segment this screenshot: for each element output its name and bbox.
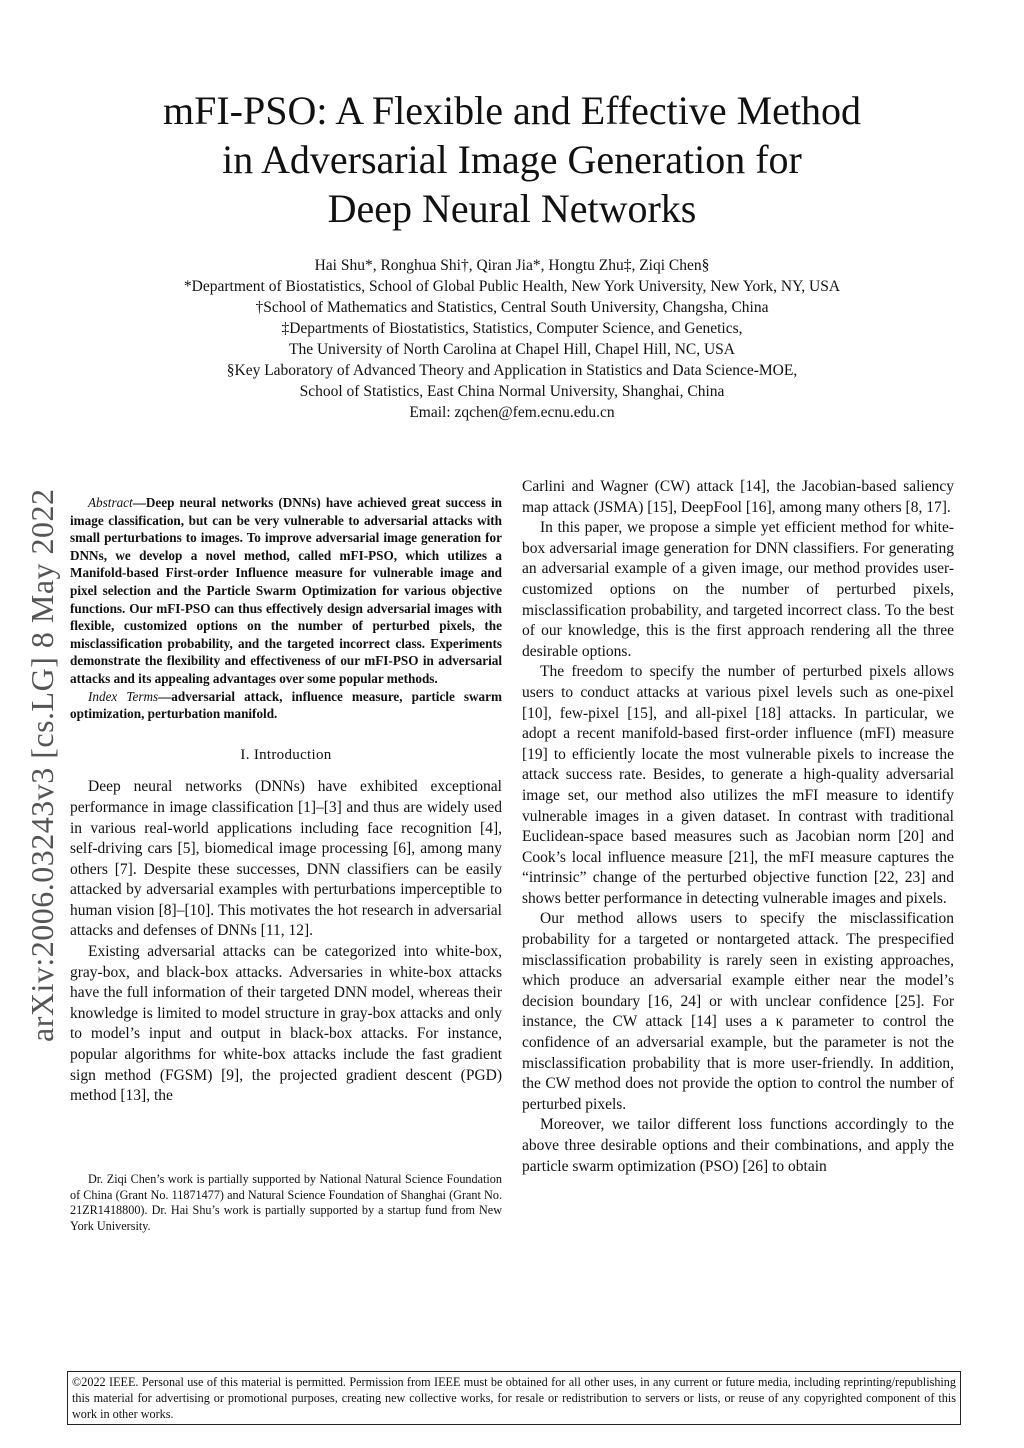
- author-email: Email: zqchen@fem.ecnu.edu.cn: [409, 404, 615, 421]
- funding-footnote: Dr. Ziqi Chen’s work is partially supported by National Natural Science Foundation of China (Grant No. 11871477) and Natural Science Foundation of Shanghai (Grant No. 21ZR1418800). Dr. Hai Shu’s work is partially supported by a startup fund from New York University.: [70, 1172, 502, 1233]
- title-line-1: mFI-PSO: A Flexible and Effective Method: [162, 88, 862, 133]
- intro-paragraph-1: Deep neural networks (DNNs) have exhibited exceptional performance in image classification [1]–[3] and thus are widely used in various real-world applications including face recognition [4], self-driving cars [5], biomedical image processing [6], among many others [7]. Despite these successes, DNN classifiers can be easily attacked by adversarial examples with perturbations imperceptible to human vision [8]–[10]. This motivates the hot research in adversarial attacks and defenses of DNNs [11, 12].: [70, 778, 502, 940]
- intro-paragraph-2: Existing adversarial attacks can be categorized into white-box, gray-box, and black-box attacks. Adversaries in white-box attacks have the full information of their targeted DNN model, whereas their knowledge is limited to model structure in gray-box attacks and only to model’s input and output in black-box attacks. For instance, popular algorithms for white-box attacks include the fast gradient sign method (FGSM) [9], the projected gradient descent (PGD) method [13], the: [70, 943, 502, 1105]
- author-names: Hai Shu*, Ronghua Shi†, Qiran Jia*, Hongtu Zhu‡, Ziqi Chen§: [314, 257, 710, 274]
- index-terms: [70, 688, 502, 723]
- abstract-text: —Deep neural networks (DNNs) have achieved great success in image classification, but can be very vulnerable to adversarial attacks with small perturbations to images. To improve adversarial image generation for DNNs, we develop a novel method, called mFI-PSO, which utilizes a Manifold-based First-order Influence measure for vulnerable image and pixel selection and the Particle Swarm Optimization for various objective functions. Our mFI-PSO can thus effectively design adversarial images with flexible, customized options on the number of perturbed pixels, the misclassification probability, and the targeted incorrect class. Experiments demonstrate the flexibility and effectiveness of our mFI-PSO in adversarial attacks and its appealing advantages over some popular methods.: [70, 495, 502, 686]
- abstract: [70, 494, 502, 688]
- index-terms-text: —adversarial attack, influence measure, particle swarm optimization, perturbation manifold.: [70, 688, 502, 722]
- affiliation-4b: School of Statistics, East China Normal University, Shanghai, China: [299, 383, 725, 400]
- right-paragraph-1: In this paper, we propose a simple yet efficient method for white-box adversarial image generation for DNN classifiers. For generating an adversarial example of a given image, our method provides user-customized options on the number of perturbed pixels, misclassification probability, and targeted incorrect class. To the best of our knowledge, this is the first approach rendering all the three desirable options.: [522, 519, 954, 660]
- affiliation-2: †School of Mathematics and Statistics, Central South University, Changsha, China: [255, 299, 769, 316]
- abstract-label: Abstract: [88, 495, 133, 510]
- right-paragraph-0: Carlini and Wagner (CW) attack [14], the Jacobian-based saliency map attack (JSMA) [15], DeepFool [16], among many others [8, 17].: [522, 478, 954, 516]
- affiliation-3a: ‡Departments of Biostatistics, Statistics, Computer Science, and Genetics,: [281, 320, 743, 337]
- title-line-3: Deep Neural Networks: [327, 186, 697, 231]
- title-line-2: in Adversarial Image Generation for: [222, 137, 802, 182]
- copyright-notice: ©2022 IEEE. Personal use of this material is permitted. Permission from IEEE must be obtained for all other uses, in any current or future media, including reprinting/republishing this material for advertising or promotional purposes, creating new collective works, for resale or redistribution to servers or lists, or reuse of any copyrighted component of this work in other works.: [67, 1371, 961, 1425]
- index-terms-label: Index Terms: [88, 688, 159, 704]
- right-paragraph-2: The freedom to specify the number of perturbed pixels allows users to conduct attacks at various pixel levels such as one-pixel [10], few-pixel [15], and all-pixel [18] attacks. In particular, we adopt a recent manifold-based first-order influence (mFI) measure [19] to efficiently locate the most vulnerable pixels to increase the attack success rate. Besides, to generate a high-quality adversarial image set, our method also utilizes the mFI measure to identify vulnerable images in a given dataset. In contrast with traditional Euclidean-space based measures such as Jacobian norm [20] and Cook’s local influence measure [21], the mFI measure captures the “intrinsic” change of the perturbed objective function [22, 23] and shows better performance in detecting vulnerable images and pixels.: [522, 663, 954, 907]
- affiliation-4a: §Key Laboratory of Advanced Theory and Application in Statistics and Data Science-MOE,: [226, 362, 798, 379]
- paper-title: [60, 86, 964, 233]
- right-paragraph-3: Our method allows users to specify the misclassification probability for a targeted or nontargeted attack. The prespecified misclassification probability is rarely seen in existing approaches, which produce an adversarial example either near the model’s decision boundary [16, 24] or with unclear confidence [25]. For instance, the CW attack [14] uses a κ parameter to control the confidence of an adversarial example, but the parameter is not the misclassification probability that is more user-friendly. In addition, the CW method does not provide the option to control the number of perturbed pixels.: [522, 910, 954, 1113]
- affiliation-3b: The University of North Carolina at Chapel Hill, Chapel Hill, NC, USA: [289, 341, 735, 358]
- author-block: [60, 255, 964, 423]
- affiliation-1: *Department of Biostatistics, School of Global Public Health, New York University, New York, NY, USA: [183, 278, 841, 295]
- arxiv-watermark: arXiv:2006.03243v3 [cs.LG] 8 May 2022: [24, 488, 60, 1042]
- right-column: [522, 477, 954, 1177]
- left-column: [70, 494, 502, 1107]
- right-paragraph-4: Moreover, we tailor different loss functions accordingly to the above three desirable options and their combinations, and apply the particle swarm optimization (PSO) [26] to obtain: [522, 1116, 954, 1175]
- section-heading-introduction: I. Introduction: [240, 746, 332, 763]
